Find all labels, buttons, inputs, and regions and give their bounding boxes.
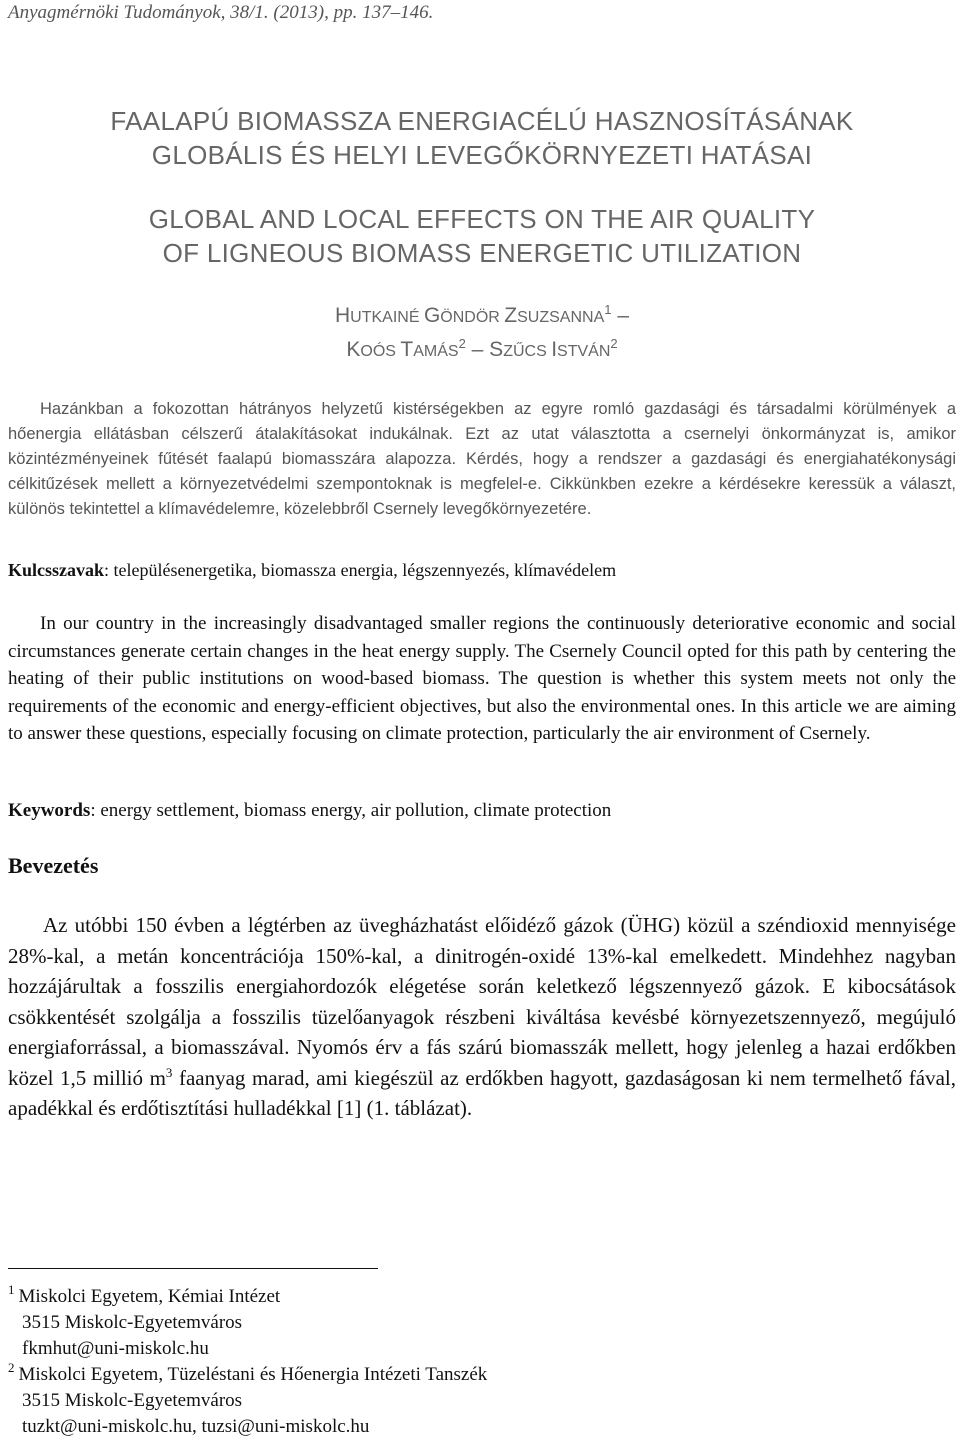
title-hungarian [8, 104, 956, 172]
footnotes [8, 1284, 956, 1440]
title-english [8, 202, 956, 270]
abstract-english: In our country in the increasingly disadvantaged smaller regions the continuously deteriorative economic and social circumstances generate certain changes in the heat energy supply. The Csernely Council opted for this path by centering the heating of their public institutions on wood-based biomass. The question is whether this system meets not only the requirements of the economic and energy-efficient objectives, but also the environmental ones. In this article we are aiming to answer these questions, especially focusing on climate protection, particularly the air environment of Csernely. [8, 613, 956, 744]
section-heading: Bevezetés [8, 853, 99, 878]
footnote-1-email: fkmhut@uni-miskolc.hu [22, 1338, 209, 1359]
body-paragraph: Az utóbbi 150 évben a légtérben az üvegházhatást előidéző gázok (ÜHG) közül a széndioxid mennyisége 28%-kal, a metán koncentrációja 150%-kal, a dinitrogén-oxidé 13%-kal emelkedett. Mindehhez nagyban hozzájárultak a fosszilis energiahordozók elégetése során keletkező légszennyező gázok. E kibocsátások csökkentését szolgálja a fosszilis tüzelőanyagok részbeni kiváltása kevésbé környezetszennyező, megújuló energiaforrással, a biomasszával. Nyomós érv a fás szárú biomasszák mellett, hogy jelenleg a hazai erdőkben közel 1,5 millió $m^3$ faanyag marad, ami kiegészül az erdőkben hagyott, gazdaságosan ki nem termelhető fával, apadékkal és erdőtisztítási hulladékkal [1] (1. táblázat). [8, 913, 957, 1120]
author-1-affiliation-mark: 1 [604, 302, 612, 317]
title-en-line-1: GLOBAL AND LOCAL EFFECTS ON THE AIR QUALITY [148, 204, 816, 234]
superscript-cubic: 3 [165, 1064, 173, 1080]
author-2-affiliation-mark: 2 [458, 336, 466, 351]
title-hu-line-2: GLOBÁLIS ÉS HELYI LEVEGŐKÖRNYEZETI HATÁSAI [151, 140, 813, 170]
keywords-hungarian [8, 557, 956, 583]
footnote-2-email: tuzkt@uni-miskolc.hu, tuzsi@uni-miskolc.hu [22, 1416, 370, 1437]
keywords-en-text: : energy settlement, biomass energy, air pollution, climate protection [90, 800, 612, 821]
keywords-english [8, 797, 956, 824]
abstract-hungarian: Hazánkban a fokozottan hátrányos helyzetű kistérségekben az egyre romló gazdasági és társadalmi körülmények a hőenergia ellátásban célszerű átalakításokat indukálnak. Ezt az utat választotta a csernelyi önkormányzat is, amikor közintézményeinek fűtését faalapú biomasszára alapozza. Kérdés, hogy a rendszer a gazdasági és energiahatékonysági célkitűzések mellett a környezetvédelmi szempontoknak is megfelel-e. Cikkünkben ezekre a kérdésekre keressük a választ, különös tekintettel a klímavédelemre, közelebbről Csernely levegőkörnyezetére. [8, 400, 956, 518]
author-3-affiliation-mark: 2 [610, 336, 618, 351]
author-list [8, 300, 956, 368]
author-line-1: HUTKAINÉ GÖNDÖR ZSUZSANNA$^1$ – [334, 302, 629, 327]
keywords-hu-label: Kulcsszavak [8, 560, 105, 580]
footnote-divider [8, 1268, 378, 1269]
keywords-en-label: Keywords [8, 800, 91, 821]
footnote-2: $^2$ Miskolci Egyetem, Tüzeléstani és Hőenergia Intézeti Tanszék 3515 Miskolc-Egyetemváros tuzkt@uni-miskolc.hu, tuzsi@uni-miskolc.hu [8, 1362, 956, 1440]
title-en-line-2: OF LIGNEOUS BIOMASS ENERGETIC UTILIZATION [162, 238, 802, 268]
running-head: Anyagmérnöki Tudományok, 38/1. (2013), pp. 137–146. [8, 2, 434, 23]
keywords-hu-text: : településenergetika, biomassza energia, légszennyezés, klímavédelem [104, 560, 617, 580]
footnote-1: $^1$ Miskolci Egyetem, Kémiai Intézet 3515 Miskolc-Egyetemváros fkmhut@uni-miskolc.hu [8, 1284, 956, 1362]
title-hu-line-1: FAALAPÚ BIOMASSZA ENERGIACÉLÚ HASZNOSÍTÁSÁNAK [110, 106, 854, 136]
author-line-2: KOÓS TAMÁS$^2$ – SZŰCS ISTVÁN$^2$ [346, 336, 618, 361]
